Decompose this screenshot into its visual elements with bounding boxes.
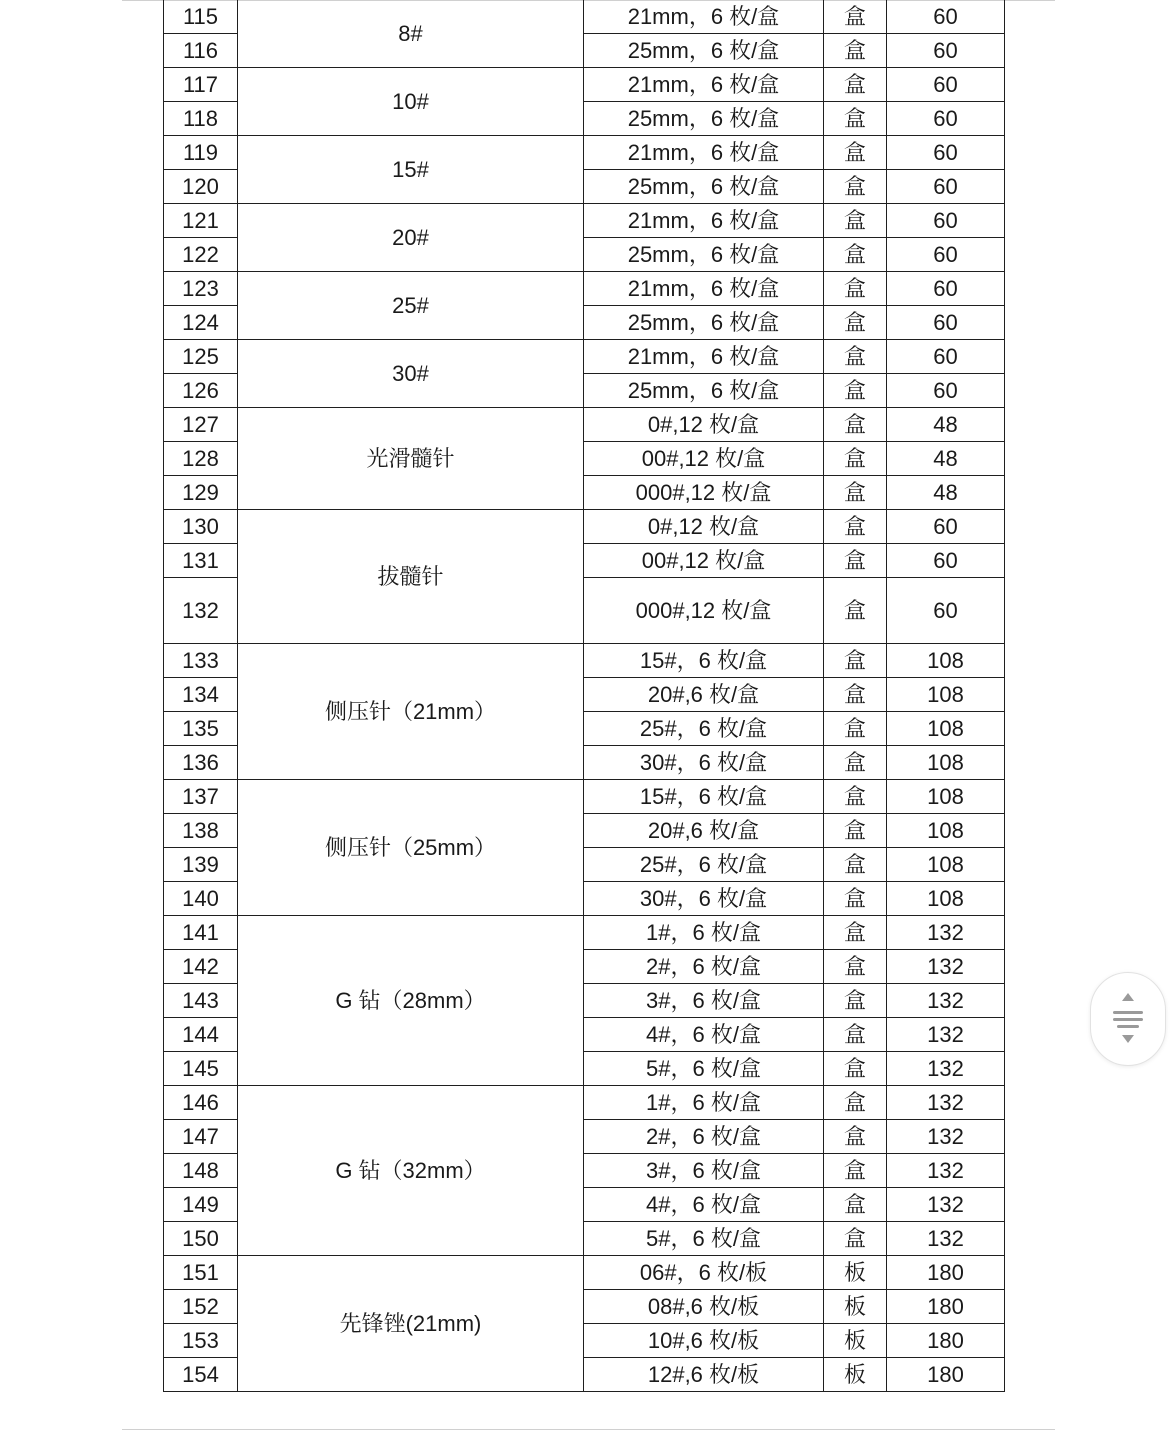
unit-cell: 板 bbox=[824, 1324, 887, 1358]
table-row bbox=[164, 916, 1005, 950]
unit-cell: 盒 bbox=[824, 1188, 887, 1222]
quantity-cell: 108 bbox=[887, 882, 1005, 916]
table-row bbox=[164, 136, 1005, 170]
quantity-cell: 132 bbox=[887, 1052, 1005, 1086]
spec-cell: 000#,12 枚/盒 bbox=[584, 476, 824, 510]
quantity-cell: 60 bbox=[887, 68, 1005, 102]
spec-cell: 12#,6 枚/板 bbox=[584, 1358, 824, 1392]
unit-cell: 盒 bbox=[824, 984, 887, 1018]
row-number: 142 bbox=[164, 950, 238, 984]
unit-cell: 盒 bbox=[824, 1086, 887, 1120]
product-name: 30# bbox=[238, 340, 584, 408]
row-number: 152 bbox=[164, 1290, 238, 1324]
spec-cell: 20#,6 枚/盒 bbox=[584, 678, 824, 712]
table-row bbox=[164, 340, 1005, 374]
quantity-cell: 60 bbox=[887, 306, 1005, 340]
quantity-cell: 60 bbox=[887, 0, 1005, 34]
row-number: 135 bbox=[164, 712, 238, 746]
row-number: 148 bbox=[164, 1154, 238, 1188]
unit-cell: 盒 bbox=[824, 916, 887, 950]
row-number: 153 bbox=[164, 1324, 238, 1358]
spec-cell: 25#，6 枚/盒 bbox=[584, 712, 824, 746]
table-row bbox=[164, 204, 1005, 238]
quantity-cell: 48 bbox=[887, 442, 1005, 476]
product-table bbox=[163, 0, 1005, 1392]
product-name: G 钻（32mm） bbox=[238, 1086, 584, 1256]
product-name: G 钻（28mm） bbox=[238, 916, 584, 1086]
table-row bbox=[164, 644, 1005, 678]
quantity-cell: 180 bbox=[887, 1256, 1005, 1290]
quantity-cell: 60 bbox=[887, 578, 1005, 644]
row-number: 136 bbox=[164, 746, 238, 780]
spec-cell: 25mm，6 枚/盒 bbox=[584, 34, 824, 68]
spec-cell: 000#,12 枚/盒 bbox=[584, 578, 824, 644]
row-number: 150 bbox=[164, 1222, 238, 1256]
spec-cell: 0#,12 枚/盒 bbox=[584, 510, 824, 544]
spec-cell: 06#，6 枚/板 bbox=[584, 1256, 824, 1290]
unit-cell: 盒 bbox=[824, 374, 887, 408]
unit-cell: 盒 bbox=[824, 510, 887, 544]
scroll-handle-icon bbox=[1111, 993, 1145, 1045]
spec-cell: 25mm，6 枚/盒 bbox=[584, 306, 824, 340]
row-number: 119 bbox=[164, 136, 238, 170]
quantity-cell: 60 bbox=[887, 510, 1005, 544]
row-number: 147 bbox=[164, 1120, 238, 1154]
table-body bbox=[164, 0, 1005, 1392]
row-number: 144 bbox=[164, 1018, 238, 1052]
row-number: 124 bbox=[164, 306, 238, 340]
quantity-cell: 60 bbox=[887, 34, 1005, 68]
unit-cell: 板 bbox=[824, 1256, 887, 1290]
spec-cell: 10#,6 枚/板 bbox=[584, 1324, 824, 1358]
spec-cell: 15#，6 枚/盒 bbox=[584, 644, 824, 678]
row-number: 140 bbox=[164, 882, 238, 916]
unit-cell: 盒 bbox=[824, 442, 887, 476]
spec-cell: 4#，6 枚/盒 bbox=[584, 1018, 824, 1052]
unit-cell: 盒 bbox=[824, 814, 887, 848]
product-name: 20# bbox=[238, 204, 584, 272]
spec-cell: 21mm，6 枚/盒 bbox=[584, 272, 824, 306]
row-number: 123 bbox=[164, 272, 238, 306]
unit-cell: 盒 bbox=[824, 34, 887, 68]
row-number: 143 bbox=[164, 984, 238, 1018]
spec-cell: 5#，6 枚/盒 bbox=[584, 1052, 824, 1086]
spec-cell: 25mm，6 枚/盒 bbox=[584, 170, 824, 204]
quantity-cell: 60 bbox=[887, 374, 1005, 408]
spec-cell: 21mm，6 枚/盒 bbox=[584, 0, 824, 34]
spec-cell: 25mm，6 枚/盒 bbox=[584, 374, 824, 408]
row-number: 141 bbox=[164, 916, 238, 950]
unit-cell: 盒 bbox=[824, 306, 887, 340]
quantity-cell: 48 bbox=[887, 476, 1005, 510]
quantity-cell: 132 bbox=[887, 1018, 1005, 1052]
unit-cell: 盒 bbox=[824, 102, 887, 136]
product-name: 8# bbox=[238, 0, 584, 68]
spec-cell: 4#，6 枚/盒 bbox=[584, 1188, 824, 1222]
unit-cell: 盒 bbox=[824, 950, 887, 984]
unit-cell: 盒 bbox=[824, 712, 887, 746]
quantity-cell: 60 bbox=[887, 136, 1005, 170]
unit-cell: 盒 bbox=[824, 340, 887, 374]
quantity-cell: 108 bbox=[887, 848, 1005, 882]
table-row bbox=[164, 68, 1005, 102]
unit-cell: 盒 bbox=[824, 544, 887, 578]
row-number: 137 bbox=[164, 780, 238, 814]
product-name: 15# bbox=[238, 136, 584, 204]
quantity-cell: 108 bbox=[887, 780, 1005, 814]
row-number: 125 bbox=[164, 340, 238, 374]
row-number: 146 bbox=[164, 1086, 238, 1120]
table-row bbox=[164, 272, 1005, 306]
row-number: 145 bbox=[164, 1052, 238, 1086]
table-row bbox=[164, 1256, 1005, 1290]
unit-cell: 盒 bbox=[824, 1120, 887, 1154]
quantity-cell: 132 bbox=[887, 1222, 1005, 1256]
spec-cell: 1#，6 枚/盒 bbox=[584, 916, 824, 950]
quantity-cell: 132 bbox=[887, 1086, 1005, 1120]
quantity-cell: 60 bbox=[887, 204, 1005, 238]
unit-cell: 盒 bbox=[824, 170, 887, 204]
row-number: 129 bbox=[164, 476, 238, 510]
page-bottom-rule bbox=[122, 1429, 1055, 1430]
unit-cell: 板 bbox=[824, 1290, 887, 1324]
row-number: 126 bbox=[164, 374, 238, 408]
unit-cell: 盒 bbox=[824, 238, 887, 272]
spec-cell: 25mm，6 枚/盒 bbox=[584, 238, 824, 272]
quantity-cell: 132 bbox=[887, 1188, 1005, 1222]
spec-cell: 1#，6 枚/盒 bbox=[584, 1086, 824, 1120]
spec-cell: 08#,6 枚/板 bbox=[584, 1290, 824, 1324]
table-row bbox=[164, 1086, 1005, 1120]
spec-cell: 00#,12 枚/盒 bbox=[584, 442, 824, 476]
product-name: 拔髓针 bbox=[238, 510, 584, 644]
spec-cell: 2#，6 枚/盒 bbox=[584, 1120, 824, 1154]
quantity-cell: 132 bbox=[887, 984, 1005, 1018]
quantity-cell: 60 bbox=[887, 102, 1005, 136]
row-number: 134 bbox=[164, 678, 238, 712]
quantity-cell: 108 bbox=[887, 644, 1005, 678]
unit-cell: 盒 bbox=[824, 848, 887, 882]
unit-cell: 盒 bbox=[824, 136, 887, 170]
unit-cell: 盒 bbox=[824, 408, 887, 442]
quantity-cell: 48 bbox=[887, 408, 1005, 442]
unit-cell: 盒 bbox=[824, 1018, 887, 1052]
spec-cell: 3#，6 枚/盒 bbox=[584, 1154, 824, 1188]
row-number: 118 bbox=[164, 102, 238, 136]
unit-cell: 盒 bbox=[824, 1222, 887, 1256]
product-name: 侧压针（25mm） bbox=[238, 780, 584, 916]
quantity-cell: 108 bbox=[887, 814, 1005, 848]
spec-cell: 25mm，6 枚/盒 bbox=[584, 102, 824, 136]
product-name: 10# bbox=[238, 68, 584, 136]
unit-cell: 盒 bbox=[824, 204, 887, 238]
quantity-cell: 132 bbox=[887, 950, 1005, 984]
row-number: 154 bbox=[164, 1358, 238, 1392]
spec-cell: 15#，6 枚/盒 bbox=[584, 780, 824, 814]
product-name: 先锋锉(21mm) bbox=[238, 1256, 584, 1392]
row-number: 127 bbox=[164, 408, 238, 442]
quantity-cell: 108 bbox=[887, 712, 1005, 746]
spec-cell: 0#,12 枚/盒 bbox=[584, 408, 824, 442]
unit-cell: 盒 bbox=[824, 882, 887, 916]
quantity-cell: 60 bbox=[887, 544, 1005, 578]
spec-cell: 30#，6 枚/盒 bbox=[584, 882, 824, 916]
table-row bbox=[164, 0, 1005, 34]
product-name: 光滑髓针 bbox=[238, 408, 584, 510]
spec-cell: 30#，6 枚/盒 bbox=[584, 746, 824, 780]
row-number: 133 bbox=[164, 644, 238, 678]
row-number: 139 bbox=[164, 848, 238, 882]
table-row bbox=[164, 408, 1005, 442]
unit-cell: 盒 bbox=[824, 1154, 887, 1188]
quantity-cell: 132 bbox=[887, 1154, 1005, 1188]
spec-cell: 5#，6 枚/盒 bbox=[584, 1222, 824, 1256]
product-name: 25# bbox=[238, 272, 584, 340]
unit-cell: 盒 bbox=[824, 644, 887, 678]
spec-cell: 21mm，6 枚/盒 bbox=[584, 136, 824, 170]
spec-cell: 25#，6 枚/盒 bbox=[584, 848, 824, 882]
unit-cell: 盒 bbox=[824, 68, 887, 102]
quantity-cell: 180 bbox=[887, 1358, 1005, 1392]
row-number: 121 bbox=[164, 204, 238, 238]
row-number: 130 bbox=[164, 510, 238, 544]
spec-cell: 21mm，6 枚/盒 bbox=[584, 68, 824, 102]
row-number: 128 bbox=[164, 442, 238, 476]
row-number: 115 bbox=[164, 0, 238, 34]
unit-cell: 盒 bbox=[824, 476, 887, 510]
unit-cell: 盒 bbox=[824, 780, 887, 814]
spec-cell: 00#,12 枚/盒 bbox=[584, 544, 824, 578]
spec-cell: 21mm，6 枚/盒 bbox=[584, 204, 824, 238]
quantity-cell: 60 bbox=[887, 238, 1005, 272]
unit-cell: 盒 bbox=[824, 578, 887, 644]
row-number: 116 bbox=[164, 34, 238, 68]
quantity-cell: 108 bbox=[887, 678, 1005, 712]
spec-cell: 3#，6 枚/盒 bbox=[584, 984, 824, 1018]
spec-cell: 21mm，6 枚/盒 bbox=[584, 340, 824, 374]
row-number: 122 bbox=[164, 238, 238, 272]
spec-cell: 2#，6 枚/盒 bbox=[584, 950, 824, 984]
quantity-cell: 60 bbox=[887, 170, 1005, 204]
spec-cell: 20#,6 枚/盒 bbox=[584, 814, 824, 848]
table-row bbox=[164, 510, 1005, 544]
quantity-cell: 108 bbox=[887, 746, 1005, 780]
quantity-cell: 180 bbox=[887, 1324, 1005, 1358]
unit-cell: 板 bbox=[824, 1358, 887, 1392]
row-number: 151 bbox=[164, 1256, 238, 1290]
unit-cell: 盒 bbox=[824, 272, 887, 306]
quantity-cell: 180 bbox=[887, 1290, 1005, 1324]
row-number: 132 bbox=[164, 578, 238, 644]
product-name: 侧压针（21mm） bbox=[238, 644, 584, 780]
row-number: 149 bbox=[164, 1188, 238, 1222]
unit-cell: 盒 bbox=[824, 1052, 887, 1086]
quantity-cell: 60 bbox=[887, 340, 1005, 374]
row-number: 131 bbox=[164, 544, 238, 578]
unit-cell: 盒 bbox=[824, 0, 887, 34]
unit-cell: 盒 bbox=[824, 678, 887, 712]
row-number: 120 bbox=[164, 170, 238, 204]
row-number: 138 bbox=[164, 814, 238, 848]
row-number: 117 bbox=[164, 68, 238, 102]
table-row bbox=[164, 780, 1005, 814]
scroll-handle[interactable] bbox=[1090, 972, 1166, 1066]
unit-cell: 盒 bbox=[824, 746, 887, 780]
quantity-cell: 132 bbox=[887, 1120, 1005, 1154]
quantity-cell: 60 bbox=[887, 272, 1005, 306]
quantity-cell: 132 bbox=[887, 916, 1005, 950]
